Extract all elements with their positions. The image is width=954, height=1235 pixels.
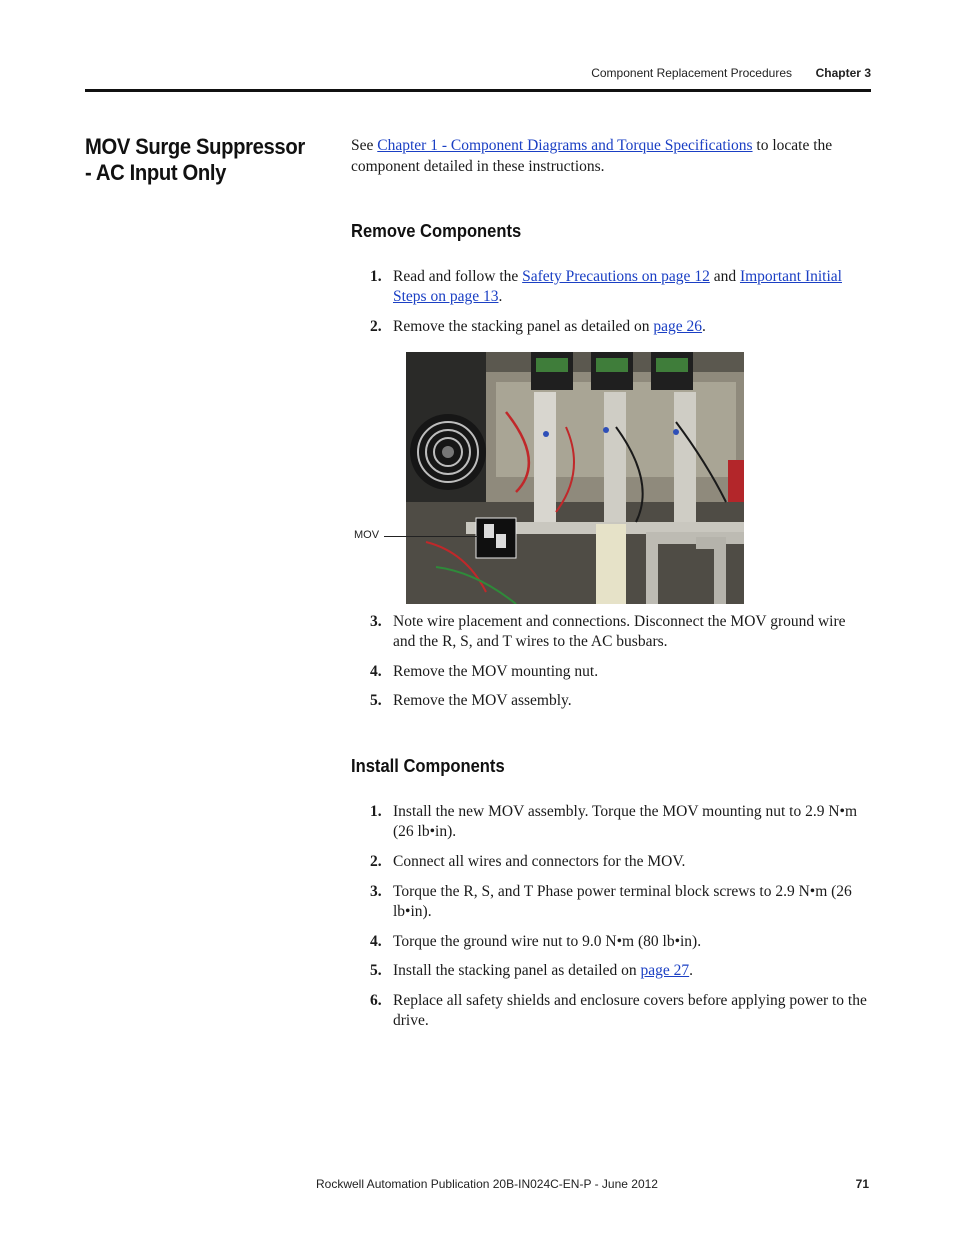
step-text: Install the new MOV assembly. Torque the MOV mounting nut to 2.9 N•m (26 lb•in). xyxy=(393,803,858,840)
drive-interior-illustration xyxy=(406,352,744,604)
step-number: 1. xyxy=(370,803,382,820)
step-text: Replace all safety shields and enclosure covers before applying power to the drive. xyxy=(393,992,867,1029)
install-components-heading: Install Components xyxy=(351,756,505,776)
install-step-6 xyxy=(368,991,870,1031)
footer-page-number: 71 xyxy=(855,1177,869,1191)
step-number: 1. xyxy=(370,268,382,285)
step-number: 6. xyxy=(370,992,382,1009)
step-text: Connect all wires and connectors for the MOV. xyxy=(393,853,686,870)
remove-components-heading: Remove Components xyxy=(351,221,522,241)
step-number: 4. xyxy=(370,663,382,680)
step-text: . xyxy=(689,962,694,979)
step-text: Remove the stacking panel as detailed on xyxy=(393,318,654,335)
remove-step-3 xyxy=(368,612,870,652)
page-26-link[interactable]: page 26 xyxy=(653,318,703,335)
remove-step-4 xyxy=(368,662,870,682)
step-text: Remove the MOV mounting nut. xyxy=(393,663,599,680)
intro-suffix: to locate the component detailed in these instructions. xyxy=(351,137,833,175)
step-text: . xyxy=(498,288,503,305)
safety-precautions-link[interactable]: Safety Precautions on page 12 xyxy=(522,268,710,285)
step-number: 2. xyxy=(370,853,382,870)
mov-callout-line xyxy=(384,536,478,537)
intro-prefix: See xyxy=(351,137,378,154)
remove-step-2 xyxy=(368,317,870,337)
step-text: Note wire placement and connections. Disconnect the MOV ground wire and the R, S, and T wires to the AC busbars. xyxy=(393,613,846,650)
important-initial-steps-link[interactable]: Important Initial Steps on page 13 xyxy=(393,268,842,305)
step-text: Remove the MOV assembly. xyxy=(393,692,572,709)
install-step-2 xyxy=(368,852,870,872)
chapter1-link[interactable]: Chapter 1 - Component Diagrams and Torque Specifications xyxy=(377,137,753,154)
step-text: Torque the R, S, and T Phase power terminal block screws to 2.9 N•m (26 lb•in). xyxy=(393,883,852,920)
step-text: and xyxy=(709,268,740,285)
step-text: Read and follow the xyxy=(393,268,523,285)
install-step-5 xyxy=(368,961,870,981)
footer-publication: Rockwell Automation Publication 20B-IN024C-EN-P - June 2012 xyxy=(316,1177,658,1191)
step-text: Torque the ground wire nut to 9.0 N•m (80 lb•in). xyxy=(393,933,702,950)
header-chapter: Chapter 3 xyxy=(815,66,871,80)
mov-callout-label: MOV xyxy=(354,529,380,541)
header-section-title: Component Replacement Procedures xyxy=(591,66,792,80)
step-number: 5. xyxy=(370,692,382,709)
section-title: MOV Surge Suppressor - AC Input Only xyxy=(85,134,305,185)
page-27-link[interactable]: page 27 xyxy=(640,962,690,979)
intro-paragraph xyxy=(351,135,871,177)
step-text: Install the stacking panel as detailed on xyxy=(393,962,641,979)
step-number: 5. xyxy=(370,962,382,979)
step-number: 3. xyxy=(370,883,382,900)
remove-step-5 xyxy=(368,691,870,711)
mov-location-photo xyxy=(406,352,744,604)
header-rule xyxy=(85,89,871,92)
step-text: . xyxy=(702,318,706,335)
install-step-4 xyxy=(368,932,870,952)
step-number: 3. xyxy=(370,613,382,630)
step-number: 2. xyxy=(370,318,382,335)
remove-step-1 xyxy=(368,267,870,307)
install-step-3 xyxy=(368,882,870,922)
step-number: 4. xyxy=(370,933,382,950)
install-step-1 xyxy=(368,802,870,842)
